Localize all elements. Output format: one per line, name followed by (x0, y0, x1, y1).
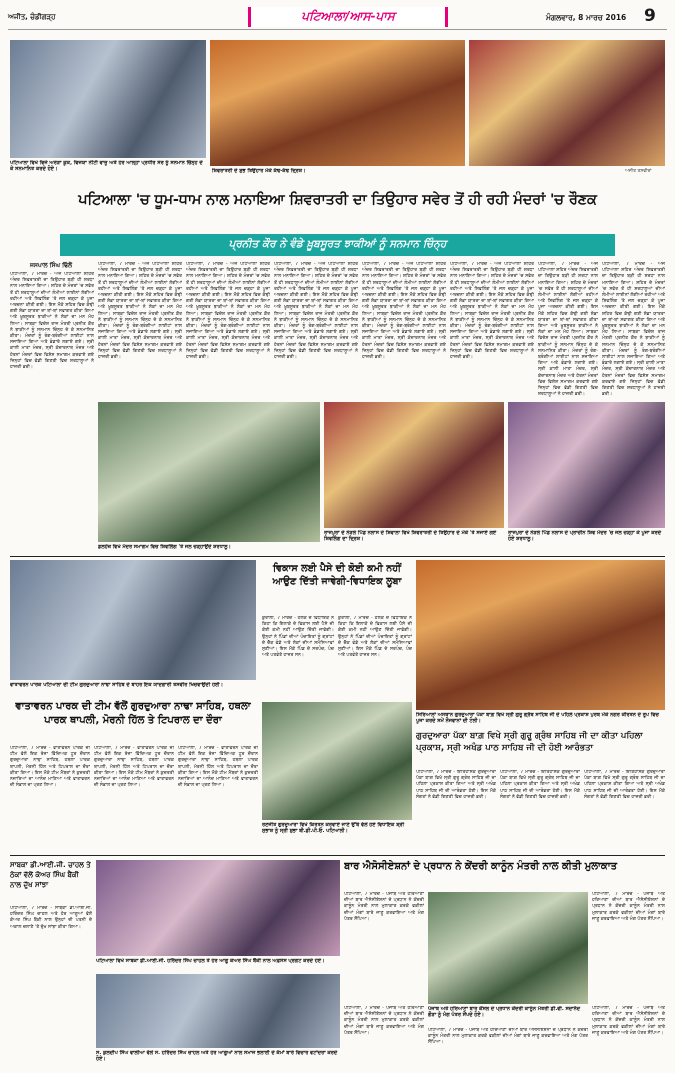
photo-nagar-kirtan (416, 560, 665, 710)
caption-law-minister: ਪੰਜਾਬ ਅਤੇ ਹਰਿਆਣਾ ਬਾਰ ਕੌਂਸਲ ਦੇ ਪ੍ਰਧਾਨ ਕੇਂਦਰੀ ਕਾਨੂੰਨ ਮੰਤਰੀ ਡੀ.ਵੀ. ਸਦਾਨੰਦ ਗੌੜਾ ਨੂੰ ਮੰਗ ਪੱਤਰ ਸੌਂਪਦੇ ਹੋਏ। (428, 1006, 581, 1019)
vatavaran-body-col-1: ਪਟਿਆਲਾ, 7 ਮਾਰਚ - ਵਾਤਾਵਰਨ ਪਾਰਕ ਦੀ ਟੀਮ ਵੱਲੋਂ ਇਕ ਰੋਜ਼ਾ ਵਿੱਦਿਅਕ ਟੂਰ ਦੌਰਾਨ ਗੁਰਦੁਆਰਾ ਨਾਢਾ ਸਾਹਿਬ, ਹਥਲਾ ਪਾਰਕ ਥਾਪਲੀ, ਮੋਰਨੀ ਹਿੱਲ ਅਤੇ ਟਿਪਰਾਲ ਦਾ ਦੌਰਾ ਕੀਤਾ ਗਿਆ। ਇਸ ਮੌਕੇ ਟੀਮ ਮੈਂਬਰਾਂ ਨੇ ਕੁਦਰਤੀ ਨਜ਼ਾਰਿਆਂ ਦਾ ਆਨੰਦ ਮਾਣਿਆ ਅਤੇ ਵਾਤਾਵਰਨ ਦੀ ਸੰਭਾਲ ਦਾ ਪ੍ਰਣ ਲਿਆ। (10, 746, 90, 789)
main-body-col-2: ਪਟਿਆਲਾ, 7 ਮਾਰਚ - ਅੱਜ ਪਟਿਆਲਾ ਸ਼ਹਿਰ ਅੰਦਰ ਸ਼ਿਵਰਾਤਰੀ ਦਾ ਤਿਉਹਾਰ ਬੜੀ ਹੀ ਸ਼ਰਧਾ ਨਾਲ ਮਨਾਇਆ ਗਿਆ। ਸ਼ਹਿਰ ਦੇ ਮੰਦਰਾਂ 'ਚ ਸਵੇਰ ਤੋਂ ਹੀ ਸ਼ਰਧਾਲੂਆਂ ਦੀਆਂ ਲੰਮੀਆਂ ਲਾਈਨਾਂ ਲੱਗੀਆਂ ਰਹੀਆਂ ਅਤੇ ਸ਼ਿਵਲਿੰਗ 'ਤੇ ਜਲ ਚੜ੍ਹਾ ਕੇ ਪੂਜਾ ਅਰਚਨਾ ਕੀਤੀ ਗਈ। ਇਸ ਮੌਕੇ ਸ਼ਹਿਰ ਵਿਚ ਕੱਢੀ ਗਈ ਸ਼ੋਭਾ ਯਾਤਰਾ ਦਾ ਥਾਂ-ਥਾਂ ਸਵਾਗਤ ਕੀਤਾ ਗਿਆ ਅਤੇ ਖ਼ੂਬਸੂਰਤ ਝਾਕੀਆਂ ਨੇ ਲੋਕਾਂ ਦਾ ਮਨ ਮੋਹ ਲਿਆ। ਸਾਬਕਾ ਵਿਦੇਸ਼ ਰਾਜ ਮੰਤਰੀ ਪ੍ਰਨੀਤ ਕੌਰ ਨੇ ਝਾਕੀਆਂ ਨੂੰ ਸਨਮਾਨ ਚਿੰਨ੍ਹ ਦੇ ਕੇ ਸਨਮਾਨਿਤ ਕੀਤਾ। ਮੰਦਰਾਂ ਨੂੰ ਰੰਗ-ਬਰੰਗੀਆਂ ਲਾਈਟਾਂ ਨਾਲ ਸਜਾਇਆ ਗਿਆ ਅਤੇ ਭੰਡਾਰੇ ਲਗਾਏ ਗਏ। ਸ੍ਰੀ ਕਾਲੀ ਮਾਤਾ ਮੰਦਰ, ਸ੍ਰੀ ਕੇਦਾਰਨਾਥ ਮੰਦਰ ਅਤੇ ਹੋਰਨਾਂ ਮੰਦਰਾਂ ਵਿਚ ਵਿਸ਼ੇਸ਼ ਸਮਾਗਮ ਕਰਵਾਏ ਗਏ ਜਿਨ੍ਹਾਂ ਵਿਚ ਵੱਡੀ ਗਿਣਤੀ ਵਿਚ ਸ਼ਰਧਾਲੂਆਂ ਨੇ ਹਾਜ਼ਰੀ ਭਰੀ। (98, 262, 182, 361)
main-body-col-3: ਪਟਿਆਲਾ, 7 ਮਾਰਚ - ਅੱਜ ਪਟਿਆਲਾ ਸ਼ਹਿਰ ਅੰਦਰ ਸ਼ਿਵਰਾਤਰੀ ਦਾ ਤਿਉਹਾਰ ਬੜੀ ਹੀ ਸ਼ਰਧਾ ਨਾਲ ਮਨਾਇਆ ਗਿਆ। ਸ਼ਹਿਰ ਦੇ ਮੰਦਰਾਂ 'ਚ ਸਵੇਰ ਤੋਂ ਹੀ ਸ਼ਰਧਾਲੂਆਂ ਦੀਆਂ ਲੰਮੀਆਂ ਲਾਈਨਾਂ ਲੱਗੀਆਂ ਰਹੀਆਂ ਅਤੇ ਸ਼ਿਵਲਿੰਗ 'ਤੇ ਜਲ ਚੜ੍ਹਾ ਕੇ ਪੂਜਾ ਅਰਚਨਾ ਕੀਤੀ ਗਈ। ਇਸ ਮੌਕੇ ਸ਼ਹਿਰ ਵਿਚ ਕੱਢੀ ਗਈ ਸ਼ੋਭਾ ਯਾਤਰਾ ਦਾ ਥਾਂ-ਥਾਂ ਸਵਾਗਤ ਕੀਤਾ ਗਿਆ ਅਤੇ ਖ਼ੂਬਸੂਰਤ ਝਾਕੀਆਂ ਨੇ ਲੋਕਾਂ ਦਾ ਮਨ ਮੋਹ ਲਿਆ। ਸਾਬਕਾ ਵਿਦੇਸ਼ ਰਾਜ ਮੰਤਰੀ ਪ੍ਰਨੀਤ ਕੌਰ ਨੇ ਝਾਕੀਆਂ ਨੂੰ ਸਨਮਾਨ ਚਿੰਨ੍ਹ ਦੇ ਕੇ ਸਨਮਾਨਿਤ ਕੀਤਾ। ਮੰਦਰਾਂ ਨੂੰ ਰੰਗ-ਬਰੰਗੀਆਂ ਲਾਈਟਾਂ ਨਾਲ ਸਜਾਇਆ ਗਿਆ ਅਤੇ ਭੰਡਾਰੇ ਲਗਾਏ ਗਏ। ਸ੍ਰੀ ਕਾਲੀ ਮਾਤਾ ਮੰਦਰ, ਸ੍ਰੀ ਕੇਦਾਰਨਾਥ ਮੰਦਰ ਅਤੇ ਹੋਰਨਾਂ ਮੰਦਰਾਂ ਵਿਚ ਵਿਸ਼ੇਸ਼ ਸਮਾਗਮ ਕਰਵਾਏ ਗਏ ਜਿਨ੍ਹਾਂ ਵਿਚ ਵੱਡੀ ਗਿਣਤੀ ਵਿਚ ਸ਼ਰਧਾਲੂਆਂ ਨੇ ਹਾਜ਼ਰੀ ਭਰੀ। (186, 262, 270, 361)
main-body-col-5: ਪਟਿਆਲਾ, 7 ਮਾਰਚ - ਅੱਜ ਪਟਿਆਲਾ ਸ਼ਹਿਰ ਅੰਦਰ ਸ਼ਿਵਰਾਤਰੀ ਦਾ ਤਿਉਹਾਰ ਬੜੀ ਹੀ ਸ਼ਰਧਾ ਨਾਲ ਮਨਾਇਆ ਗਿਆ। ਸ਼ਹਿਰ ਦੇ ਮੰਦਰਾਂ 'ਚ ਸਵੇਰ ਤੋਂ ਹੀ ਸ਼ਰਧਾਲੂਆਂ ਦੀਆਂ ਲੰਮੀਆਂ ਲਾਈਨਾਂ ਲੱਗੀਆਂ ਰਹੀਆਂ ਅਤੇ ਸ਼ਿਵਲਿੰਗ 'ਤੇ ਜਲ ਚੜ੍ਹਾ ਕੇ ਪੂਜਾ ਅਰਚਨਾ ਕੀਤੀ ਗਈ। ਇਸ ਮੌਕੇ ਸ਼ਹਿਰ ਵਿਚ ਕੱਢੀ ਗਈ ਸ਼ੋਭਾ ਯਾਤਰਾ ਦਾ ਥਾਂ-ਥਾਂ ਸਵਾਗਤ ਕੀਤਾ ਗਿਆ ਅਤੇ ਖ਼ੂਬਸੂਰਤ ਝਾਕੀਆਂ ਨੇ ਲੋਕਾਂ ਦਾ ਮਨ ਮੋਹ ਲਿਆ। ਸਾਬਕਾ ਵਿਦੇਸ਼ ਰਾਜ ਮੰਤਰੀ ਪ੍ਰਨੀਤ ਕੌਰ ਨੇ ਝਾਕੀਆਂ ਨੂੰ ਸਨਮਾਨ ਚਿੰਨ੍ਹ ਦੇ ਕੇ ਸਨਮਾਨਿਤ ਕੀਤਾ। ਮੰਦਰਾਂ ਨੂੰ ਰੰਗ-ਬਰੰਗੀਆਂ ਲਾਈਟਾਂ ਨਾਲ ਸਜਾਇਆ ਗਿਆ ਅਤੇ ਭੰਡਾਰੇ ਲਗਾਏ ਗਏ। ਸ੍ਰੀ ਕਾਲੀ ਮਾਤਾ ਮੰਦਰ, ਸ੍ਰੀ ਕੇਦਾਰਨਾਥ ਮੰਦਰ ਅਤੇ ਹੋਰਨਾਂ ਮੰਦਰਾਂ ਵਿਚ ਵਿਸ਼ੇਸ਼ ਸਮਾਗਮ ਕਰਵਾਏ ਗਏ ਜਿਨ੍ਹਾਂ ਵਿਚ ਵੱਡੀ ਗਿਣਤੀ ਵਿਚ ਸ਼ਰਧਾਲੂਆਂ ਨੇ ਹਾਜ਼ਰੀ ਭਰੀ। (362, 262, 446, 361)
bar-body-col-2: ਪਟਿਆਲਾ, 7 ਮਾਰਚ - ਪੰਜਾਬ ਅਤੇ ਹਰਿਆਣਾ ਦੀਆਂ ਬਾਰ ਐਸੋਸੀਏਸ਼ਨਾਂ ਦੇ ਪ੍ਰਧਾਨ ਨੇ ਕੇਂਦਰੀ ਕਾਨੂੰਨ ਮੰਤਰੀ ਨਾਲ ਮੁਲਾਕਾਤ ਕਰਕੇ ਵਕੀਲਾਂ ਦੀਆਂ ਮੰਗਾਂ ਬਾਰੇ ਜਾਣੂ ਕਰਵਾਇਆ ਅਤੇ ਮੰਗ ਪੱਤਰ ਸੌਂਪਿਆ। (592, 892, 665, 922)
vikas-body-col-2: ਕੁਰਾਲੀ, 7 ਮਾਰਚ - ਹਲਕੇ ਦੇ ਵਿਧਾਇਕ ਨੇ ਕਿਹਾ ਕਿ ਇਲਾਕੇ ਦੇ ਵਿਕਾਸ ਲਈ ਪੈਸੇ ਦੀ ਕੋਈ ਕਮੀ ਨਹੀਂ ਆਉਣ ਦਿੱਤੀ ਜਾਵੇਗੀ। ਉਨ੍ਹਾਂ ਨੇ ਪਿੰਡਾਂ ਦੀਆਂ ਪੰਚਾਇਤਾਂ ਨੂੰ ਗ੍ਰਾਂਟਾਂ ਦੇ ਚੈੱਕ ਵੰਡੇ ਅਤੇ ਲੋਕਾਂ ਦੀਆਂ ਸਮੱਸਿਆਵਾਂ ਸੁਣੀਆਂ। ਇਸ ਮੌਕੇ ਪਿੰਡ ਦੇ ਸਰਪੰਚ, ਪੰਚ ਅਤੇ ਪਤਵੰਤੇ ਹਾਜ਼ਰ ਸਨ। (338, 616, 412, 659)
caption-shivling: ਰਾਜਪੁਰਾ ਦੇ ਨੇੜਲੇ ਪਿੰਡ ਨਲਾਸ ਦੇ ਸ਼ਿਵਾਲਾ ਵਿਖੇ ਸ਼ਿਵਰਾਤਰੀ ਦੇ ਤਿਉਹਾਰ ਦੇ ਮੌਕੇ 'ਤੇ ਸਜਾਏ ਗਏ ਸ਼ਿਵਲਿੰਗ ਦਾ ਦ੍ਰਿਸ਼। (324, 530, 497, 543)
section-banner (248, 7, 448, 27)
caption-procession: ਸ਼ਿਵਰਾਤਰੀ ਦੇ ਸ਼ੁਭ ਤਿਉਹਾਰ ਮੌਕੇ ਕੱਢ-ਕੱਢ ਦ੍ਰਿਸ਼। (212, 168, 306, 174)
masthead (8, 6, 667, 30)
main-headline: ਪਟਿਆਲਾ 'ਚ ਧੂਮ-ਧਾਮ ਨਾਲ ਮਨਾਇਆ ਸ਼ਿਵਰਾਤਰੀ ਦਾ ਤਿਉਹਾਰ ਸਵੇਰ ਤੋਂ ਹੀ ਰਹੀ ਮੰਦਰਾਂ 'ਚ ਰੌਣਕ (78, 191, 597, 208)
bar-body-col-3: ਪਟਿਆਲਾ, 7 ਮਾਰਚ - ਪੰਜਾਬ ਅਤੇ ਹਰਿਆਣਾ ਦੀਆਂ ਬਾਰ ਐਸੋਸੀਏਸ਼ਨਾਂ ਦੇ ਪ੍ਰਧਾਨ ਨੇ ਕੇਂਦਰੀ ਕਾਨੂੰਨ ਮੰਤਰੀ ਨਾਲ ਮੁਲਾਕਾਤ ਕਰਕੇ ਵਕੀਲਾਂ ਦੀਆਂ ਮੰਗਾਂ ਬਾਰੇ ਜਾਣੂ ਕਰਵਾਇਆ ਅਤੇ ਮੰਗ ਪੱਤਰ ਸੌਂਪਿਆ। (344, 1006, 424, 1036)
pahila-body-col-2: ਪਟਿਆਲਾ, 7 ਮਾਰਚ - ਇਤਿਹਾਸਕ ਗੁਰਦੁਆਰਾ ਪੱਕਾ ਬਾਗ਼ ਵਿਖੇ ਸ੍ਰੀ ਗੁਰੂ ਗ੍ਰੰਥ ਸਾਹਿਬ ਜੀ ਦਾ ਪਹਿਲਾ ਪ੍ਰਕਾਸ਼ ਕੀਤਾ ਗਿਆ ਅਤੇ ਸ੍ਰੀ ਅਖੰਡ ਪਾਠ ਸਾਹਿਬ ਜੀ ਦੀ ਆਰੰਭਤਾ ਹੋਈ। ਇਸ ਮੌਕੇ ਸੰਗਤਾਂ ਨੇ ਵੱਡੀ ਗਿਣਤੀ ਵਿਚ ਹਾਜ਼ਰੀ ਭਰੀ। (500, 770, 580, 800)
bar-body-col-5: ਪਟਿਆਲਾ, 7 ਮਾਰਚ - ਪੰਜਾਬ ਅਤੇ ਹਰਿਆਣਾ ਦੀਆਂ ਬਾਰ ਐਸੋਸੀਏਸ਼ਨਾਂ ਦੇ ਪ੍ਰਧਾਨ ਨੇ ਕੇਂਦਰੀ ਕਾਨੂੰਨ ਮੰਤਰੀ ਨਾਲ ਮੁਲਾਕਾਤ ਕਰਕੇ ਵਕੀਲਾਂ ਦੀਆਂ ਮੰਗਾਂ ਬਾਰੇ ਜਾਣੂ ਕਰਵਾਇਆ ਅਤੇ ਮੰਗ ਪੱਤਰ ਸੌਂਪਿਆ। (592, 1006, 665, 1036)
vikas-body-col-1: ਕੁਰਾਲੀ, 7 ਮਾਰਚ - ਹਲਕੇ ਦੇ ਵਿਧਾਇਕ ਨੇ ਕਿਹਾ ਕਿ ਇਲਾਕੇ ਦੇ ਵਿਕਾਸ ਲਈ ਪੈਸੇ ਦੀ ਕੋਈ ਕਮੀ ਨਹੀਂ ਆਉਣ ਦਿੱਤੀ ਜਾਵੇਗੀ। ਉਨ੍ਹਾਂ ਨੇ ਪਿੰਡਾਂ ਦੀਆਂ ਪੰਚਾਇਤਾਂ ਨੂੰ ਗ੍ਰਾਂਟਾਂ ਦੇ ਚੈੱਕ ਵੰਡੇ ਅਤੇ ਲੋਕਾਂ ਦੀਆਂ ਸਮੱਸਿਆਵਾਂ ਸੁਣੀਆਂ। ਇਸ ਮੌਕੇ ਪਿੰਡ ਦੇ ਸਰਪੰਚ, ਪੰਚ ਅਤੇ ਪਤਵੰਤੇ ਹਾਜ਼ਰ ਸਨ। (262, 616, 334, 659)
photo-temple-worship (98, 402, 320, 542)
photo-group-gurdwara (10, 560, 256, 680)
pahila-headline: ਗੁਰਦੁਆਰਾ ਪੱਕਾ ਬਾਗ਼ ਵਿਖੇ ਸ੍ਰੀ ਗੁਰੂ ਗ੍ਰੰਥ ਸਾਹਿਬ ਜੀ ਦਾ ਕੀਤਾ ਪਹਿਲਾ ਪ੍ਰਕਾਸ਼, ਸ੍ਰੀ ਅਖੰਡ ਪਾਠ ਸਾਹਿਬ ਜੀ ਦੀ ਹੋਈ ਆਰੰਭਤਾ (416, 731, 643, 753)
main-body-col-7: ਪਟਿਆਲਾ, 7 ਮਾਰਚ - ਅੱਜ ਪਟਿਆਲਾ ਸ਼ਹਿਰ ਅੰਦਰ ਸ਼ਿਵਰਾਤਰੀ ਦਾ ਤਿਉਹਾਰ ਬੜੀ ਹੀ ਸ਼ਰਧਾ ਨਾਲ ਮਨਾਇਆ ਗਿਆ। ਸ਼ਹਿਰ ਦੇ ਮੰਦਰਾਂ 'ਚ ਸਵੇਰ ਤੋਂ ਹੀ ਸ਼ਰਧਾਲੂਆਂ ਦੀਆਂ ਲੰਮੀਆਂ ਲਾਈਨਾਂ ਲੱਗੀਆਂ ਰਹੀਆਂ ਅਤੇ ਸ਼ਿਵਲਿੰਗ 'ਤੇ ਜਲ ਚੜ੍ਹਾ ਕੇ ਪੂਜਾ ਅਰਚਨਾ ਕੀਤੀ ਗਈ। ਇਸ ਮੌਕੇ ਸ਼ਹਿਰ ਵਿਚ ਕੱਢੀ ਗਈ ਸ਼ੋਭਾ ਯਾਤਰਾ ਦਾ ਥਾਂ-ਥਾਂ ਸਵਾਗਤ ਕੀਤਾ ਗਿਆ ਅਤੇ ਖ਼ੂਬਸੂਰਤ ਝਾਕੀਆਂ ਨੇ ਲੋਕਾਂ ਦਾ ਮਨ ਮੋਹ ਲਿਆ। ਸਾਬਕਾ ਵਿਦੇਸ਼ ਰਾਜ ਮੰਤਰੀ ਪ੍ਰਨੀਤ ਕੌਰ ਨੇ ਝਾਕੀਆਂ ਨੂੰ ਸਨਮਾਨ ਚਿੰਨ੍ਹ ਦੇ ਕੇ ਸਨਮਾਨਿਤ ਕੀਤਾ। ਮੰਦਰਾਂ ਨੂੰ ਰੰਗ-ਬਰੰਗੀਆਂ ਲਾਈਟਾਂ ਨਾਲ ਸਜਾਇਆ ਗਿਆ ਅਤੇ ਭੰਡਾਰੇ ਲਗਾਏ ਗਏ। ਸ੍ਰੀ ਕਾਲੀ ਮਾਤਾ ਮੰਦਰ, ਸ੍ਰੀ ਕੇਦਾਰਨਾਥ ਮੰਦਰ ਅਤੇ ਹੋਰਨਾਂ ਮੰਦਰਾਂ ਵਿਚ ਵਿਸ਼ੇਸ਼ ਸਮਾਗਮ ਕਰਵਾਏ ਗਏ ਜਿਨ੍ਹਾਂ ਵਿਚ ਵੱਡੀ ਗਿਣਤੀ ਵਿਚ ਸ਼ਰਧਾਲੂਆਂ ਨੇ ਹਾਜ਼ਰੀ ਭਰੀ। (538, 262, 598, 398)
photo-discussion (96, 974, 340, 1048)
subhead: ਪ੍ਰਨੀਤ ਕੌਰ ਨੇ ਵੰਡੇ ਖ਼ੂਬਸੂਰਤ ਝਾਕੀਆਂ ਨੂੰ ਸਨਮਾਨ ਚਿੰਨ੍ਹ (228, 238, 447, 250)
vatavaran-body-col-2: ਪਟਿਆਲਾ, 7 ਮਾਰਚ - ਵਾਤਾਵਰਨ ਪਾਰਕ ਦੀ ਟੀਮ ਵੱਲੋਂ ਇਕ ਰੋਜ਼ਾ ਵਿੱਦਿਅਕ ਟੂਰ ਦੌਰਾਨ ਗੁਰਦੁਆਰਾ ਨਾਢਾ ਸਾਹਿਬ, ਹਥਲਾ ਪਾਰਕ ਥਾਪਲੀ, ਮੋਰਨੀ ਹਿੱਲ ਅਤੇ ਟਿਪਰਾਲ ਦਾ ਦੌਰਾ ਕੀਤਾ ਗਿਆ। ਇਸ ਮੌਕੇ ਟੀਮ ਮੈਂਬਰਾਂ ਨੇ ਕੁਦਰਤੀ ਨਜ਼ਾਰਿਆਂ ਦਾ ਆਨੰਦ ਮਾਣਿਆ ਅਤੇ ਵਾਤਾਵਰਨ ਦੀ ਸੰਭਾਲ ਦਾ ਪ੍ਰਣ ਲਿਆ। (94, 746, 174, 789)
photo-condolence (96, 860, 340, 956)
photo-award-ceremony (10, 40, 206, 158)
photo-devotees (508, 402, 665, 528)
caption-condolence: ਪਟਿਆਲਾ ਵਿਖੇ ਸਾਬਕਾ ਡੀ.ਆਈ.ਜੀ. ਹਰਿੰਦਰ ਸਿੰਘ ਚਾਹਲ ਤੇ ਹੋਰ ਆਗੂ ਕੋਅਰ ਸਿੰਘ ਬੈਂਕੀ ਨਾਲ ਅਫ਼ਸੋਸ ਪ੍ਰਗਟ ਕਰਦੇ ਹੋਏ। (96, 958, 325, 964)
header-paper-name: ਅਜੀਤ, ਚੰਡੀਗੜ੍ਹ (8, 13, 56, 21)
bar-body-col-1: ਪਟਿਆਲਾ, 7 ਮਾਰਚ - ਪੰਜਾਬ ਅਤੇ ਹਰਿਆਣਾ ਦੀਆਂ ਬਾਰ ਐਸੋਸੀਏਸ਼ਨਾਂ ਦੇ ਪ੍ਰਧਾਨ ਨੇ ਕੇਂਦਰੀ ਕਾਨੂੰਨ ਮੰਤਰੀ ਨਾਲ ਮੁਲਾਕਾਤ ਕਰਕੇ ਵਕੀਲਾਂ ਦੀਆਂ ਮੰਗਾਂ ਬਾਰੇ ਜਾਣੂ ਕਰਵਾਇਆ ਅਤੇ ਮੰਗ ਪੱਤਰ ਸੌਂਪਿਆ। (344, 892, 424, 922)
photo-law-minister (428, 892, 588, 1004)
photo-credit: ਅਜੀਤ ਤਸਵੀਰਾਂ (625, 169, 652, 174)
bar-body-col-4: ਪਟਿਆਲਾ, 7 ਮਾਰਚ - ਪੰਜਾਬ ਅਤੇ ਹਰਿਆਣਾ ਦੀਆਂ ਬਾਰ ਐਸੋਸੀਏਸ਼ਨਾਂ ਦੇ ਪ੍ਰਧਾਨ ਨੇ ਕੇਂਦਰੀ ਕਾਨੂੰਨ ਮੰਤਰੀ ਨਾਲ ਮੁਲਾਕਾਤ ਕਰਕੇ ਵਕੀਲਾਂ ਦੀਆਂ ਮੰਗਾਂ ਬਾਰੇ ਜਾਣੂ ਕਰਵਾਇਆ ਅਤੇ ਮੰਗ ਪੱਤਰ ਸੌਂਪਿਆ। (428, 1028, 588, 1046)
main-body-col-8: ਪਟਿਆਲਾ, 7 ਮਾਰਚ - ਅੱਜ ਪਟਿਆਲਾ ਸ਼ਹਿਰ ਅੰਦਰ ਸ਼ਿਵਰਾਤਰੀ ਦਾ ਤਿਉਹਾਰ ਬੜੀ ਹੀ ਸ਼ਰਧਾ ਨਾਲ ਮਨਾਇਆ ਗਿਆ। ਸ਼ਹਿਰ ਦੇ ਮੰਦਰਾਂ 'ਚ ਸਵੇਰ ਤੋਂ ਹੀ ਸ਼ਰਧਾਲੂਆਂ ਦੀਆਂ ਲੰਮੀਆਂ ਲਾਈਨਾਂ ਲੱਗੀਆਂ ਰਹੀਆਂ ਅਤੇ ਸ਼ਿਵਲਿੰਗ 'ਤੇ ਜਲ ਚੜ੍ਹਾ ਕੇ ਪੂਜਾ ਅਰਚਨਾ ਕੀਤੀ ਗਈ। ਇਸ ਮੌਕੇ ਸ਼ਹਿਰ ਵਿਚ ਕੱਢੀ ਗਈ ਸ਼ੋਭਾ ਯਾਤਰਾ ਦਾ ਥਾਂ-ਥਾਂ ਸਵਾਗਤ ਕੀਤਾ ਗਿਆ ਅਤੇ ਖ਼ੂਬਸੂਰਤ ਝਾਕੀਆਂ ਨੇ ਲੋਕਾਂ ਦਾ ਮਨ ਮੋਹ ਲਿਆ। ਸਾਬਕਾ ਵਿਦੇਸ਼ ਰਾਜ ਮੰਤਰੀ ਪ੍ਰਨੀਤ ਕੌਰ ਨੇ ਝਾਕੀਆਂ ਨੂੰ ਸਨਮਾਨ ਚਿੰਨ੍ਹ ਦੇ ਕੇ ਸਨਮਾਨਿਤ ਕੀਤਾ। ਮੰਦਰਾਂ ਨੂੰ ਰੰਗ-ਬਰੰਗੀਆਂ ਲਾਈਟਾਂ ਨਾਲ ਸਜਾਇਆ ਗਿਆ ਅਤੇ ਭੰਡਾਰੇ ਲਗਾਏ ਗਏ। ਸ੍ਰੀ ਕਾਲੀ ਮਾਤਾ ਮੰਦਰ, ਸ੍ਰੀ ਕੇਦਾਰਨਾਥ ਮੰਦਰ ਅਤੇ ਹੋਰਨਾਂ ਮੰਦਰਾਂ ਵਿਚ ਵਿਸ਼ੇਸ਼ ਸਮਾਗਮ ਕਰਵਾਏ ਗਏ ਜਿਨ੍ਹਾਂ ਵਿਚ ਵੱਡੀ ਗਿਣਤੀ ਵਿਚ ਸ਼ਰਧਾਲੂਆਂ ਨੇ ਹਾਜ਼ਰੀ ਭਰੀ। (602, 262, 665, 398)
photo-shivling (324, 402, 504, 528)
bar-headline: ਬਾਰ ਐਸੋਸੀਏਸ਼ਨਾਂ ਦੇ ਪ੍ਰਧਾਨ ਨੇ ਕੇਂਦਰੀ ਕਾਨੂੰਨ ਮੰਤਰੀ ਨਾਲ ਕੀਤੀ ਮੁਲਾਕਾਤ (344, 861, 617, 872)
section-title: ਪਟਿਆਲਾ/ਆਸ-ਪਾਸ (301, 9, 395, 23)
photo-kirtan-event (262, 702, 412, 820)
divider-lower (10, 855, 665, 856)
pahila-body-col-3: ਪਟਿਆਲਾ, 7 ਮਾਰਚ - ਇਤਿਹਾਸਕ ਗੁਰਦੁਆਰਾ ਪੱਕਾ ਬਾਗ਼ ਵਿਖੇ ਸ੍ਰੀ ਗੁਰੂ ਗ੍ਰੰਥ ਸਾਹਿਬ ਜੀ ਦਾ ਪਹਿਲਾ ਪ੍ਰਕਾਸ਼ ਕੀਤਾ ਗਿਆ ਅਤੇ ਸ੍ਰੀ ਅਖੰਡ ਪਾਠ ਸਾਹਿਬ ਜੀ ਦੀ ਆਰੰਭਤਾ ਹੋਈ। ਇਸ ਮੌਕੇ ਸੰਗਤਾਂ ਨੇ ਵੱਡੀ ਗਿਣਤੀ ਵਿਚ ਹਾਜ਼ਰੀ ਭਰੀ। (584, 770, 665, 800)
caption-kirtan-event: ਰਣਜੀਤ ਗੁਰਦੁਆਰਾ ਵਿਖੇ ਕਿਰਤਨ ਕਰਵਾਏ ਜਾਣੇ ਉੱਥੇ ਵੱਲੋਂ ਹੋਏ ਵਿਧਾਇਕ ਸ਼੍ਰੀ ਸੁਭਾਸ਼ ਨੂੰ ਸ੍ਰੀ ਸ਼ੁਭਾ ਬੀ.ਡੀ.ਪੀ.ਓ. ਪਟਿਆਲੀ। (262, 822, 405, 835)
page-number: 9 (644, 6, 656, 26)
saboka-body: ਪਟਿਆਲਾ, 7 ਮਾਰਚ - ਸਾਬਕਾ ਡੀ.ਆਈ.ਜੀ. ਹਰਿੰਦਰ ਸਿੰਘ ਚਾਹਲ ਅਤੇ ਹੋਰ ਆਗੂਆਂ ਵੱਲੋਂ ਕੋਅਰ ਸਿੰਘ ਬੈਂਕੀ ਨਾਲ ਉਨ੍ਹਾਂ ਦੀ ਪਤਨੀ ਦੇ ਅਕਾਲ ਚਲਾਣੇ 'ਤੇ ਦੁੱਖ ਸਾਂਝਾ ਕੀਤਾ ਗਿਆ। (10, 906, 92, 930)
vikas-headline: ਵਿਕਾਸ ਲਈ ਪੈਸੇ ਦੀ ਕੋਈ ਕਮੀ ਨਹੀਂ ਆਉਣ ਦਿੱਤੀ ਜਾਵੇਗੀ-ਵਿਧਾਇਕ ਲੂਬਾ (272, 563, 402, 587)
divider-mid (10, 556, 665, 557)
photo-shivratri-procession (210, 40, 465, 166)
caption-group-gurdwara: ਵਾਤਾਵਰਨ ਪਾਰਕ ਪਟਿਆਲਾ ਦੀ ਟੀਮ ਗੁਰਦੁਆਰਾ ਨਾਢਾ ਸਾਹਿਬ ਦੇ ਬਾਹਰ ਇਕ ਯਾਦਗਾਰੀ ਤਸਵੀਰ ਖਿਚਵਾਉਂਦੀ ਹੋਈ। (10, 682, 224, 688)
header-date: ਮੰਗਲਵਾਰ, 8 ਮਾਰਚ 2016 (546, 13, 627, 22)
caption-nagar-kirtan: ਸਿਰਿਆਲਾਂ ਅਸਥਾਨ ਗੁਰਦੁਆਰਾ ਪੱਕਾ ਬਾਗ਼ ਵਿਖੇ ਸ੍ਰੀ ਗੁਰੂ ਗ੍ਰੰਥ ਸਾਹਿਬ ਜੀ ਦੇ ਪਹਿਲੇ ਪ੍ਰਕਾਸ਼ ਪੁਰਬ ਮੌਕੇ ਨਗਰ ਕੀਰਤਨ ਦੇ ਰੂਪ ਵਿਚ ਪੂਜਾ ਕਰਦੇ ਸਮੇਂ ਨੌਜਵਾਨਾਂ ਦੀ ਟੋਲੀ। (416, 712, 659, 725)
pahila-body-col-1: ਪਟਿਆਲਾ, 7 ਮਾਰਚ - ਇਤਿਹਾਸਕ ਗੁਰਦੁਆਰਾ ਪੱਕਾ ਬਾਗ਼ ਵਿਖੇ ਸ੍ਰੀ ਗੁਰੂ ਗ੍ਰੰਥ ਸਾਹਿਬ ਜੀ ਦਾ ਪਹਿਲਾ ਪ੍ਰਕਾਸ਼ ਕੀਤਾ ਗਿਆ ਅਤੇ ਸ੍ਰੀ ਅਖੰਡ ਪਾਠ ਸਾਹਿਬ ਜੀ ਦੀ ਆਰੰਭਤਾ ਹੋਈ। ਇਸ ਮੌਕੇ ਸੰਗਤਾਂ ਨੇ ਵੱਡੀ ਗਿਣਤੀ ਵਿਚ ਹਾਜ਼ਰੀ ਭਰੀ। (416, 770, 496, 800)
subhead-banner (60, 234, 615, 256)
photo-temple-decoration (469, 40, 665, 166)
main-body-col-1: ਪਟਿਆਲਾ, 7 ਮਾਰਚ - ਅੱਜ ਪਟਿਆਲਾ ਸ਼ਹਿਰ ਅੰਦਰ ਸ਼ਿਵਰਾਤਰੀ ਦਾ ਤਿਉਹਾਰ ਬੜੀ ਹੀ ਸ਼ਰਧਾ ਨਾਲ ਮਨਾਇਆ ਗਿਆ। ਸ਼ਹਿਰ ਦੇ ਮੰਦਰਾਂ 'ਚ ਸਵੇਰ ਤੋਂ ਹੀ ਸ਼ਰਧਾਲੂਆਂ ਦੀਆਂ ਲੰਮੀਆਂ ਲਾਈਨਾਂ ਲੱਗੀਆਂ ਰਹੀਆਂ ਅਤੇ ਸ਼ਿਵਲਿੰਗ 'ਤੇ ਜਲ ਚੜ੍ਹਾ ਕੇ ਪੂਜਾ ਅਰਚਨਾ ਕੀਤੀ ਗਈ। ਇਸ ਮੌਕੇ ਸ਼ਹਿਰ ਵਿਚ ਕੱਢੀ ਗਈ ਸ਼ੋਭਾ ਯਾਤਰਾ ਦਾ ਥਾਂ-ਥਾਂ ਸਵਾਗਤ ਕੀਤਾ ਗਿਆ ਅਤੇ ਖ਼ੂਬਸੂਰਤ ਝਾਕੀਆਂ ਨੇ ਲੋਕਾਂ ਦਾ ਮਨ ਮੋਹ ਲਿਆ। ਸਾਬਕਾ ਵਿਦੇਸ਼ ਰਾਜ ਮੰਤਰੀ ਪ੍ਰਨੀਤ ਕੌਰ ਨੇ ਝਾਕੀਆਂ ਨੂੰ ਸਨਮਾਨ ਚਿੰਨ੍ਹ ਦੇ ਕੇ ਸਨਮਾਨਿਤ ਕੀਤਾ। ਮੰਦਰਾਂ ਨੂੰ ਰੰਗ-ਬਰੰਗੀਆਂ ਲਾਈਟਾਂ ਨਾਲ ਸਜਾਇਆ ਗਿਆ ਅਤੇ ਭੰਡਾਰੇ ਲਗਾਏ ਗਏ। ਸ੍ਰੀ ਕਾਲੀ ਮਾਤਾ ਮੰਦਰ, ਸ੍ਰੀ ਕੇਦਾਰਨਾਥ ਮੰਦਰ ਅਤੇ ਹੋਰਨਾਂ ਮੰਦਰਾਂ ਵਿਚ ਵਿਸ਼ੇਸ਼ ਸਮਾਗਮ ਕਰਵਾਏ ਗਏ ਜਿਨ੍ਹਾਂ ਵਿਚ ਵੱਡੀ ਗਿਣਤੀ ਵਿਚ ਸ਼ਰਧਾਲੂਆਂ ਨੇ ਹਾਜ਼ਰੀ ਭਰੀ। (10, 272, 94, 371)
caption-devotees: ਰਾਜਪੁਰਾ ਦੇ ਨੇੜਲੇ ਪਿੰਡ ਨਲਾਸ ਦੇ ਪ੍ਰਾਚੀਨ ਸ਼ਿਵ ਮੰਦਰ 'ਚ ਜਲ ਚੜ੍ਹਾ ਕੇ ਪੂਜਾ ਕਰਦੇ ਹੋਏ ਸ਼ਰਧਾਲੂ। (508, 530, 662, 543)
caption-temple-worship: ਡਲਹੌਜ਼ ਵਿਖੇ ਮੰਦਰ ਸਮਾਗਮ ਵਿਚ ਸ਼ਿਵਲਿੰਗ 'ਤੇ ਜਲ ਚੜ੍ਹਾਉਂਦੇ ਸ਼ਰਧਾਲੂ। (98, 544, 231, 550)
caption-discussion: ਸ. ਕੁਲਦੀਪ ਸਿੰਘ ਵਾਲੀਆ ਵੱਲੋਂ ਸ. ਹਰਿੰਦਰ ਸਿੰਘ ਚਾਹਲ ਅਤੇ ਹੋਰ ਆਗੂਆਂ ਨਾਲ ਸਮਾਜ ਭਲਾਈ ਦੇ ਕੰਮਾਂ ਬਾਰੇ ਵਿਚਾਰ ਵਟਾਂਦਰਾ ਕਰਦੇ ਹੋਏ। (96, 1050, 338, 1063)
caption-award-ceremony: ਪਟਿਆਲਾ ਵਿਖੇ ਵਿਜੇ ਅਰੋੜਾ ਕੂਕ, ਵਿਜਯਾ ਨੀਟੀ ਵਾਜੂ ਅਤੇ ਹੋਰ ਆਲ੍ਹਾ ਪ੍ਰਧੀਰ ਸੋਰ ਨੂੰ ਸਨਮਾਨ ਚਿੰਨ੍ਹ ਦੇ ਕੇ ਸਨਮਾਨਿਤ ਕਰਦੇ ਹੋਏ। (10, 160, 203, 173)
saboka-headline: ਸਾਬਕਾ ਡੀ.ਆਈ.ਜੀ. ਚਾਹਲ ਤੇ ਠੇਕਾਂ ਵੱਲੋਂ ਕੋਅਰ ਸਿੰਘ ਬੈਂਕੀ ਨਾਲ ਦੁੱਖ ਸਾਂਝਾ (10, 861, 91, 889)
vatavaran-body-col-3: ਪਟਿਆਲਾ, 7 ਮਾਰਚ - ਵਾਤਾਵਰਨ ਪਾਰਕ ਦੀ ਟੀਮ ਵੱਲੋਂ ਇਕ ਰੋਜ਼ਾ ਵਿੱਦਿਅਕ ਟੂਰ ਦੌਰਾਨ ਗੁਰਦੁਆਰਾ ਨਾਢਾ ਸਾਹਿਬ, ਹਥਲਾ ਪਾਰਕ ਥਾਪਲੀ, ਮੋਰਨੀ ਹਿੱਲ ਅਤੇ ਟਿਪਰਾਲ ਦਾ ਦੌਰਾ ਕੀਤਾ ਗਿਆ। ਇਸ ਮੌਕੇ ਟੀਮ ਮੈਂਬਰਾਂ ਨੇ ਕੁਦਰਤੀ ਨਜ਼ਾਰਿਆਂ ਦਾ ਆਨੰਦ ਮਾਣਿਆ ਅਤੇ ਵਾਤਾਵਰਨ ਦੀ ਸੰਭਾਲ ਦਾ ਪ੍ਰਣ ਲਿਆ। (178, 746, 258, 789)
vatavaran-headline: ਵਾਤਾਵਰਨ ਪਾਰਕ ਦੀ ਟੀਮ ਵੱਲੋਂ ਗੁਰਦੁਆਰਾ ਨਾਢਾ ਸਾਹਿਬ, ਹਥਲਾ ਪਾਰਕ ਥਾਪਲੀ, ਮੋਰਨੀ ਹਿੱਲ ਤੇ ਟਿਪਰਾਲ ਦਾ ਦੌਰਾ (15, 701, 251, 726)
main-body-col-4: ਪਟਿਆਲਾ, 7 ਮਾਰਚ - ਅੱਜ ਪਟਿਆਲਾ ਸ਼ਹਿਰ ਅੰਦਰ ਸ਼ਿਵਰਾਤਰੀ ਦਾ ਤਿਉਹਾਰ ਬੜੀ ਹੀ ਸ਼ਰਧਾ ਨਾਲ ਮਨਾਇਆ ਗਿਆ। ਸ਼ਹਿਰ ਦੇ ਮੰਦਰਾਂ 'ਚ ਸਵੇਰ ਤੋਂ ਹੀ ਸ਼ਰਧਾਲੂਆਂ ਦੀਆਂ ਲੰਮੀਆਂ ਲਾਈਨਾਂ ਲੱਗੀਆਂ ਰਹੀਆਂ ਅਤੇ ਸ਼ਿਵਲਿੰਗ 'ਤੇ ਜਲ ਚੜ੍ਹਾ ਕੇ ਪੂਜਾ ਅਰਚਨਾ ਕੀਤੀ ਗਈ। ਇਸ ਮੌਕੇ ਸ਼ਹਿਰ ਵਿਚ ਕੱਢੀ ਗਈ ਸ਼ੋਭਾ ਯਾਤਰਾ ਦਾ ਥਾਂ-ਥਾਂ ਸਵਾਗਤ ਕੀਤਾ ਗਿਆ ਅਤੇ ਖ਼ੂਬਸੂਰਤ ਝਾਕੀਆਂ ਨੇ ਲੋਕਾਂ ਦਾ ਮਨ ਮੋਹ ਲਿਆ। ਸਾਬਕਾ ਵਿਦੇਸ਼ ਰਾਜ ਮੰਤਰੀ ਪ੍ਰਨੀਤ ਕੌਰ ਨੇ ਝਾਕੀਆਂ ਨੂੰ ਸਨਮਾਨ ਚਿੰਨ੍ਹ ਦੇ ਕੇ ਸਨਮਾਨਿਤ ਕੀਤਾ। ਮੰਦਰਾਂ ਨੂੰ ਰੰਗ-ਬਰੰਗੀਆਂ ਲਾਈਟਾਂ ਨਾਲ ਸਜਾਇਆ ਗਿਆ ਅਤੇ ਭੰਡਾਰੇ ਲਗਾਏ ਗਏ। ਸ੍ਰੀ ਕਾਲੀ ਮਾਤਾ ਮੰਦਰ, ਸ੍ਰੀ ਕੇਦਾਰਨਾਥ ਮੰਦਰ ਅਤੇ ਹੋਰਨਾਂ ਮੰਦਰਾਂ ਵਿਚ ਵਿਸ਼ੇਸ਼ ਸਮਾਗਮ ਕਰਵਾਏ ਗਏ ਜਿਨ੍ਹਾਂ ਵਿਚ ਵੱਡੀ ਗਿਣਤੀ ਵਿਚ ਸ਼ਰਧਾਲੂਆਂ ਨੇ ਹਾਜ਼ਰੀ ਭਰੀ। (274, 262, 358, 361)
main-body-col-6: ਪਟਿਆਲਾ, 7 ਮਾਰਚ - ਅੱਜ ਪਟਿਆਲਾ ਸ਼ਹਿਰ ਅੰਦਰ ਸ਼ਿਵਰਾਤਰੀ ਦਾ ਤਿਉਹਾਰ ਬੜੀ ਹੀ ਸ਼ਰਧਾ ਨਾਲ ਮਨਾਇਆ ਗਿਆ। ਸ਼ਹਿਰ ਦੇ ਮੰਦਰਾਂ 'ਚ ਸਵੇਰ ਤੋਂ ਹੀ ਸ਼ਰਧਾਲੂਆਂ ਦੀਆਂ ਲੰਮੀਆਂ ਲਾਈਨਾਂ ਲੱਗੀਆਂ ਰਹੀਆਂ ਅਤੇ ਸ਼ਿਵਲਿੰਗ 'ਤੇ ਜਲ ਚੜ੍ਹਾ ਕੇ ਪੂਜਾ ਅਰਚਨਾ ਕੀਤੀ ਗਈ। ਇਸ ਮੌਕੇ ਸ਼ਹਿਰ ਵਿਚ ਕੱਢੀ ਗਈ ਸ਼ੋਭਾ ਯਾਤਰਾ ਦਾ ਥਾਂ-ਥਾਂ ਸਵਾਗਤ ਕੀਤਾ ਗਿਆ ਅਤੇ ਖ਼ੂਬਸੂਰਤ ਝਾਕੀਆਂ ਨੇ ਲੋਕਾਂ ਦਾ ਮਨ ਮੋਹ ਲਿਆ। ਸਾਬਕਾ ਵਿਦੇਸ਼ ਰਾਜ ਮੰਤਰੀ ਪ੍ਰਨੀਤ ਕੌਰ ਨੇ ਝਾਕੀਆਂ ਨੂੰ ਸਨਮਾਨ ਚਿੰਨ੍ਹ ਦੇ ਕੇ ਸਨਮਾਨਿਤ ਕੀਤਾ। ਮੰਦਰਾਂ ਨੂੰ ਰੰਗ-ਬਰੰਗੀਆਂ ਲਾਈਟਾਂ ਨਾਲ ਸਜਾਇਆ ਗਿਆ ਅਤੇ ਭੰਡਾਰੇ ਲਗਾਏ ਗਏ। ਸ੍ਰੀ ਕਾਲੀ ਮਾਤਾ ਮੰਦਰ, ਸ੍ਰੀ ਕੇਦਾਰਨਾਥ ਮੰਦਰ ਅਤੇ ਹੋਰਨਾਂ ਮੰਦਰਾਂ ਵਿਚ ਵਿਸ਼ੇਸ਼ ਸਮਾਗਮ ਕਰਵਾਏ ਗਏ ਜਿਨ੍ਹਾਂ ਵਿਚ ਵੱਡੀ ਗਿਣਤੀ ਵਿਚ ਸ਼ਰਧਾਲੂਆਂ ਨੇ ਹਾਜ਼ਰੀ ਭਰੀ। (450, 262, 534, 361)
main-byline: ਜਸਪਾਲ ਸਿੰਘ ਢਿੱਲੋਂ (30, 262, 73, 269)
